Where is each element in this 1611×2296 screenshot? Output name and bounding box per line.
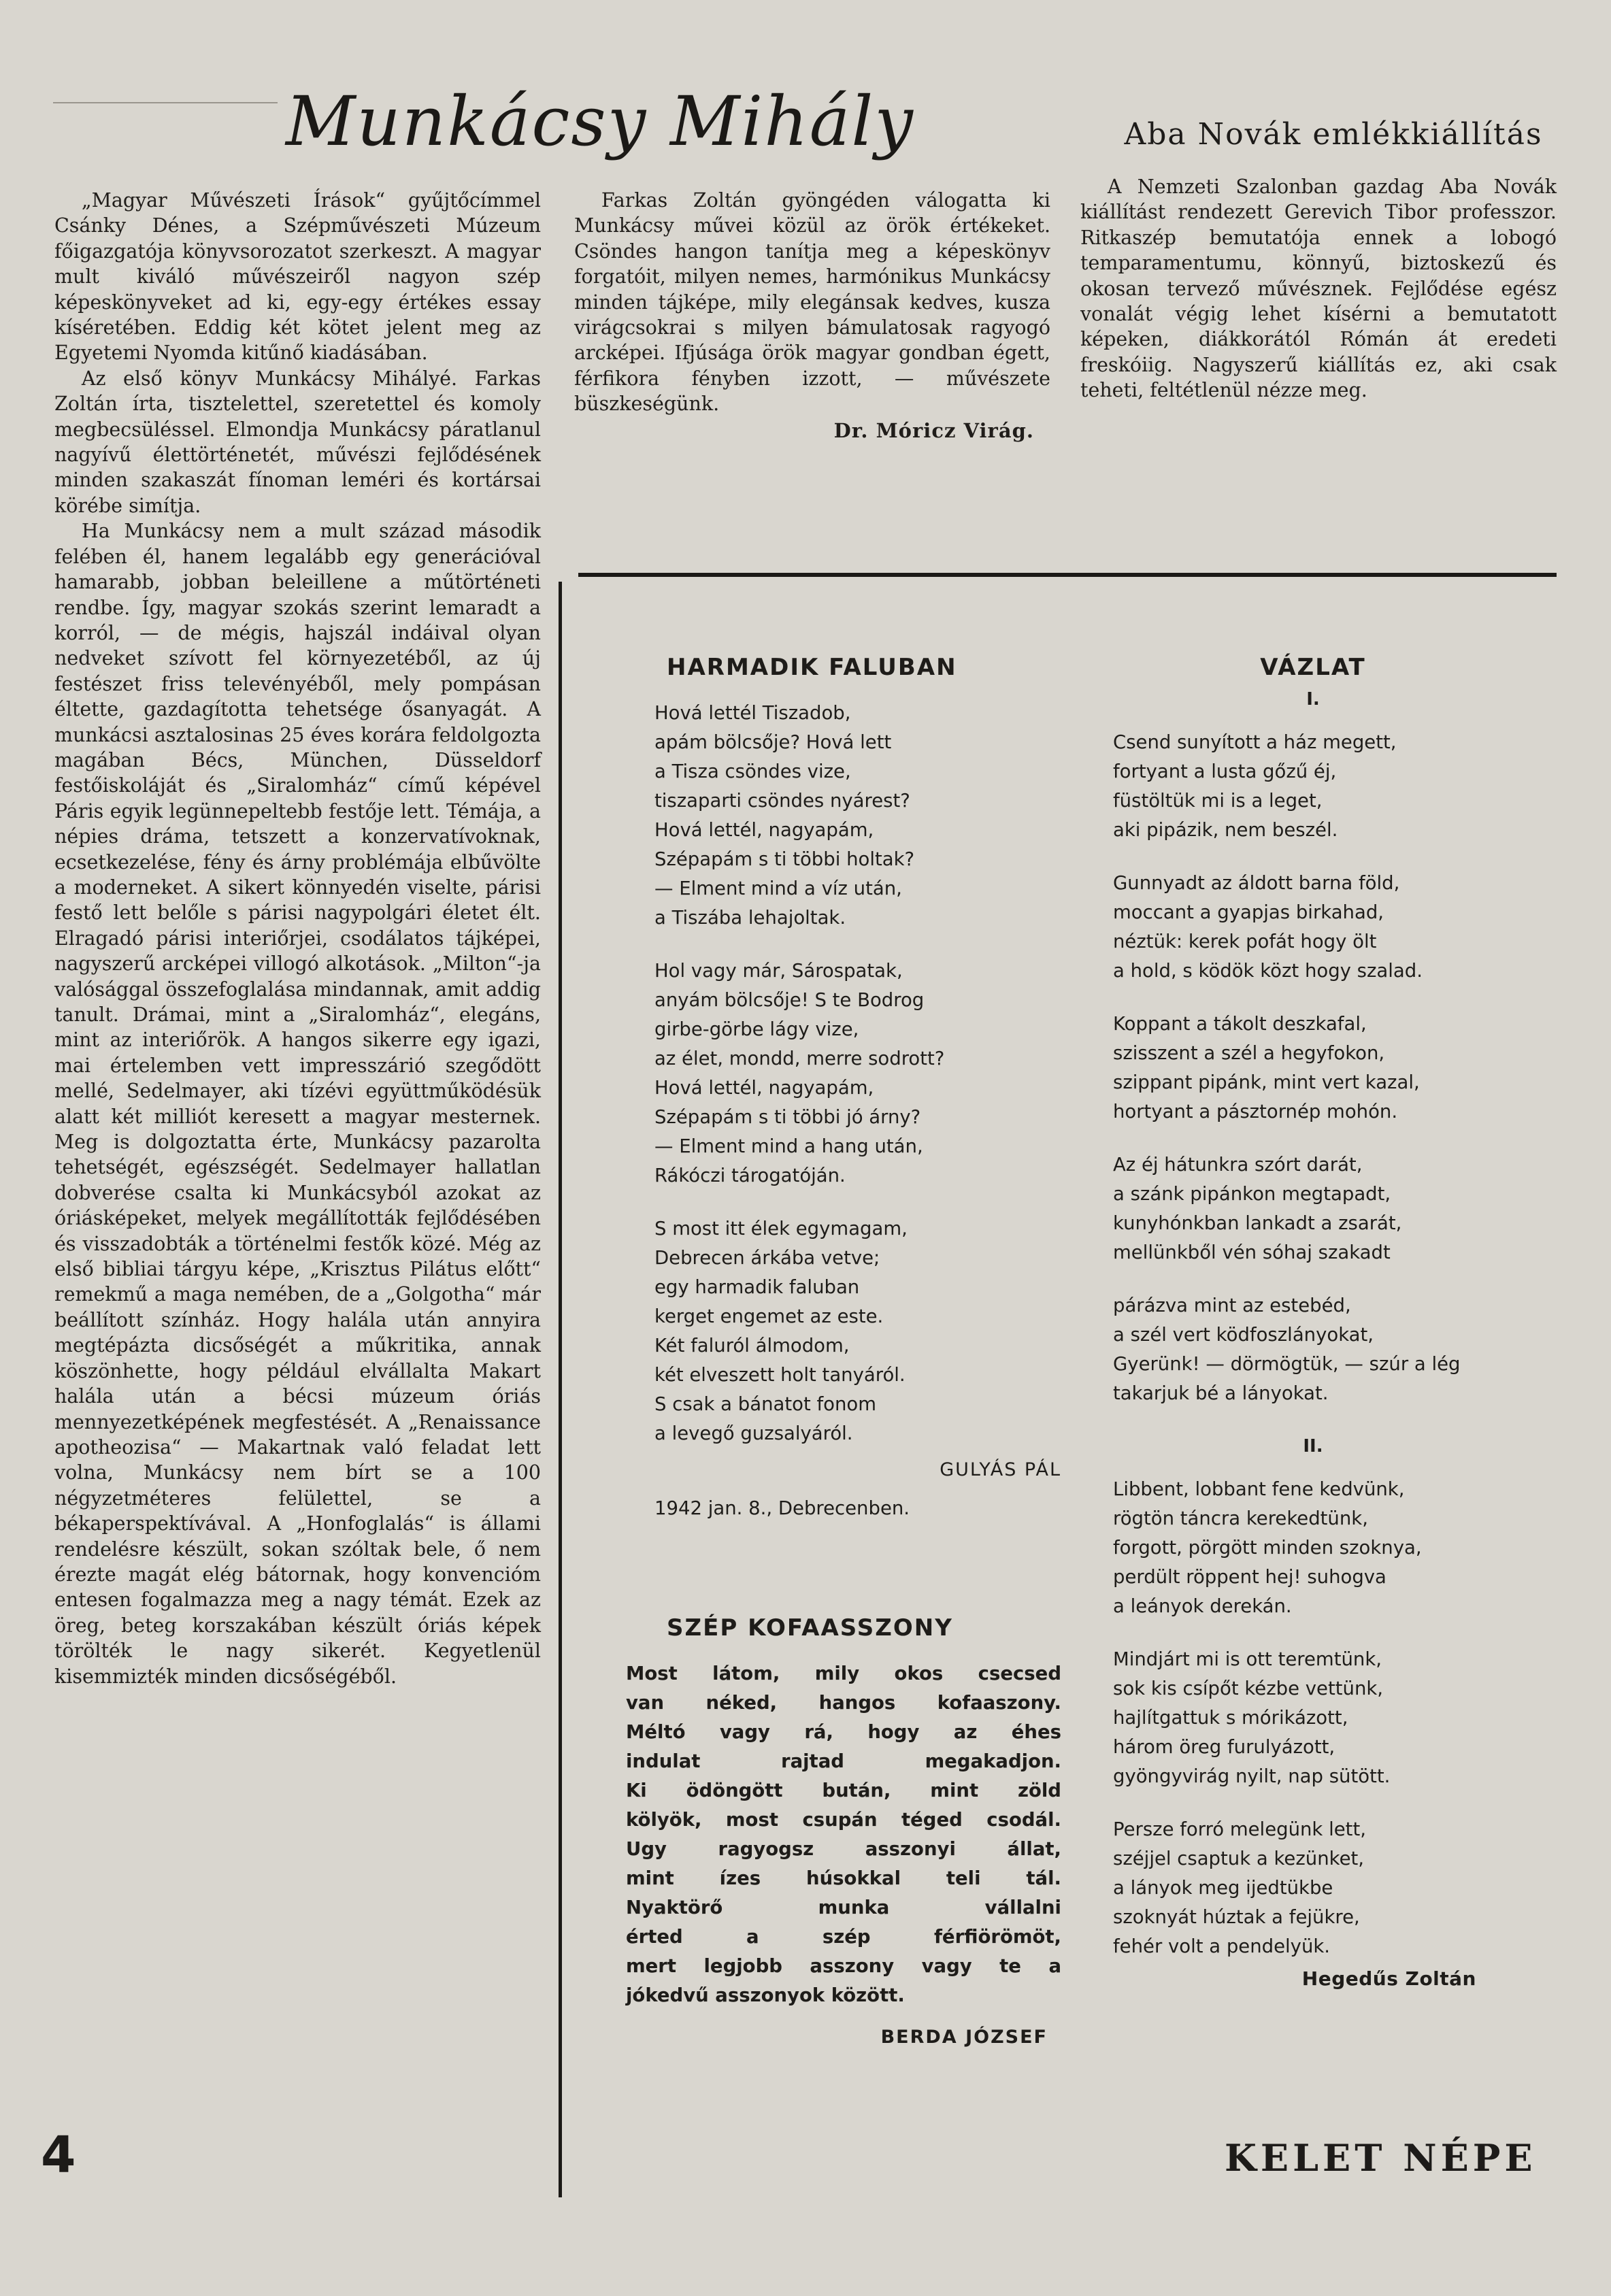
poem-title: HARMADIK FALUBAN [667,654,957,681]
poem-part-label: II. [1303,1436,1323,1457]
poem-line: Hová lettél Tiszadob, [654,702,851,724]
poem-line: a szél vert ködfoszlányokat, [1113,1324,1374,1346]
poem-stanza [1109,1291,1517,1408]
poem-line: füstöltük mi is a leget, [1113,790,1323,812]
poem-szep-kofaasszony [626,1614,1061,2052]
poem-line: kerget engemet az este. [654,1305,884,1327]
poem-line: Két faluról álmodom, [654,1335,850,1357]
poem-line: Most látom, mily okos csecsed [626,1663,1061,1684]
poem-line: Nyaktörő munka vállalni [626,1897,1061,1918]
poem-author: GULYÁS PÁL [940,1459,1061,1480]
poem-harmadik-faluban [646,653,1061,1523]
poem-line: szoknyát húztak a fejükre, [1113,1906,1360,1928]
poem-line: Libbent, lobbant fene kedvünk, [1113,1478,1405,1500]
poem-vazlat [1109,653,1517,1993]
aba-novak-article [1080,174,1557,403]
poem-line: néztük: kerek pofát hogy ölt [1113,931,1377,952]
poem-line: szippant pipánk, mint vert kazal, [1113,1071,1420,1093]
poem-line: Koppant a tákolt deszkafal, [1113,1013,1367,1035]
article-paragraph: Az első könyv Munkácsy Mihályé. Farkas Zoltán írta, tisztelettel, szeretettel és komoly megbecsüléssel. Elmondja Munkácsy páratlanul nagyívű élettörténetét, művészi fejlődésének minden szakaszát fínoman leméri és kortársai körébe simítja. [54,367,541,517]
poem-line: Az éj hátunkra szórt darát, [1113,1154,1363,1176]
poem-stanza [1109,1010,1517,1127]
poem-line: sok kis csípőt kézbe vettünk, [1113,1678,1384,1699]
poem-line: az élet, mondd, merre sodrott? [654,1048,945,1069]
page-number: 4 [41,2126,76,2184]
poem-line: S csak a bánatot fonom [654,1393,877,1415]
poem-line: Gyerünk! — dörmögtük, — szúr a lég [1113,1353,1461,1375]
poem-line: Hová lettél, nagyapám, [654,819,874,841]
poem-line: a hold, s ködök közt hogy szalad. [1113,960,1423,982]
poem-line: Persze forró melegünk lett, [1113,1818,1366,1840]
poem-line: tiszaparti csöndes nyárest? [654,790,910,812]
poem-line: kunyhónkban lankadt a zsarát, [1113,1212,1402,1234]
poem-line: — Elment mind a víz után, [654,878,902,899]
poem-line: mint ízes húsokkal teli tál. [626,1867,1061,1889]
poem-line: hajlítgattuk s mórikázott, [1113,1707,1348,1729]
munkacsy-article-left-column [54,188,541,1689]
poem-author: Hegedűs Zoltán [1301,1967,1476,1990]
poem-line: a levegő guzsalyáról. [654,1422,853,1444]
poem-title: VÁZLAT [1260,654,1366,681]
poem-line: forgott, pörgött minden szoknya, [1113,1537,1422,1559]
poem-date: 1942 jan. 8., Debrecenben. [654,1497,910,1519]
poem-line: anyám bölcsője! S te Bodrog [654,989,925,1011]
poem-line: párázva mint az estebéd, [1113,1295,1351,1316]
poem-line: a leányok derekán. [1113,1595,1292,1617]
poem-line: Rákóczi tárogatóján. [654,1165,846,1186]
poem-line: mert legjobb asszony vagy te a [626,1955,1061,1977]
poem-stanza [1109,1475,1517,1621]
poem-line: Hol vagy már, Sárospatak, [654,960,903,982]
poem-line: Ki ödöngött bután, mint zöld [626,1780,1061,1801]
article-paragraph: Farkas Zoltán gyöngéden válogatta ki Munkácsy művei közül az örök értékeket. Csöndes hangon tanítja meg a képeskönyv forgatóit, milyen nemes, harmónikus Munkácsy minden tájképe, mily elegánsak kedves, kusza virágcsokrai s milyen bámulatosak ragyogó arcképei. Ifjúsága örök magyar gondban égett, férfikora fényben izzott, — művészete büszkeségünk. [574,189,1050,416]
poem-line: Csend sunyított a ház megett, [1113,731,1397,753]
article-paragraph: „Magyar Művészeti Írások“ gyűjtőcímmel Csánky Dénes, a Szépművészeti Múzeum főigazgatója könyvsorozatot szerkeszt. A magyar mult kiváló művészeiről nagyon szép képeskönyveket ad ki, egy-egy értékes essay kíséretében. Eddig két kötet jelent meg az Egyetemi Nyomda kitűnő kiadásában. [54,189,541,365]
poem-line: a lányok meg ijedtükbe [1113,1877,1333,1899]
poem-line: aki pipázik, nem beszél. [1113,819,1338,841]
poem-section-rule [578,573,1557,577]
aba-novak-heading: Aba Novák emlékkiállítás [1124,117,1543,152]
article-paragraph: Ha Munkácsy nem a mult század második felében él, hanem legalább egy generációval hamarabb, jobban beleillene a műtörténeti rendbe. Így, magyar szokás szerint lemaradt a korról, — de mégis, hajszál indáival olyan nedveket szívott fel környezetéből, az új festészet friss televényéből, mely pompásan éltette, gazdagította tehetsége ősanyagát. A munkácsi asztalosinas 25 éves korára feldolgozta magában Bécs, München, Düsseldorf festőiskoláját és „Siralomház“ című képével Páris egyik legünnepeltebb festője lett. Témája, a népies dráma, tetszett a konzervatívoknak, ecsetkezelése, fény és árny problémája elbűvölte a moderneket. A sikert könnyedén viselte, párisi festő lett belőle s párisi nagypolgári életet élt. Elragadó párisi interiőrjei, csodálatos tájképei, nagyszerű arcképei villogó alkotások. „Milton“-ja valósággal összefoglalása mindannak, amit addig tanult. Drámai, mint a „Siralomház“, elegáns, mint az interiőrök. A hangos sikerre egy igazi, mai értelemben vett impresszárió szegődött mellé, Sedelmayer, aki tízévi együttműködésük alatt két milliót keresett a magyar mesternek. Meg is dolgoztatta érte, Munkácsy pazarolta tehetségét, egészségét. Sedelmayer hallatlan dobverése csalta ki Munkácsyból azokat az óriásképeket, melyek megállították fejlődésében és visszadobták a történelmi festők közé. Még az első bibliai tárgyu képe, „Krisztus Pilátus előtt“ remekmű a maga nemében, de a „Golgotha“ már beállított színház. Hogy halála után annyira megtépázta dicsőségét a műkritika, annak köszönhette, hogy például elvállalta Makart halála után a bécsi múzeum óriás mennyezetképének megfestését. A „Renaissance apotheozisa“ — Makartnak való feladat lett volna, Munkácsy nem bírt se a 100 négyzetméteres felülettel, se a békaperspektívával. A „Honfoglalás“ is állami rendelésre készült, sokan szóltak bele, ő nem érezte magát elég bátornak, hogy konvencióm entesen fogalmazza meg a nagy témát. Ezek az öreg, beteg korszakában készült óriás képek törölték le nagy sikerét. Kegyetlenül kisemmizték minden dicsőségéből. [54,520,541,1688]
poem-line: hortyant a pásztornép mohón. [1113,1101,1398,1122]
article-paragraph: A Nemzeti Szalonban gazdag Aba Novák kiállítást rendezett Gerevich Tibor professzor. Ritkaszép bemutatója ennek a lobogó temparamentumu, könnyű, biztoskezű és okosan tervező művésznek. Fejlődése egész vonalát végig lehet kísérni a bemutatott képeken, diákkorától Rómán át eredeti freskóiig. Nagyszerű kiállítás ez, aki csak teheti, feltétlenül nézze meg. [1080,176,1557,402]
poem-line: gyöngyvirág nyilt, nap sütött. [1113,1765,1391,1787]
poem-line: a Tiszába lehajoltak. [654,907,846,929]
poem-line: rögtön táncra kerekedtünk, [1113,1508,1368,1529]
article-title: Munkácsy Mihály [286,82,914,161]
poem-title: SZÉP KOFAASSZONY [667,1614,953,1642]
munkacsy-article-right-column [574,188,1050,444]
poem-line: Méltó vagy rá, hogy az éhes [626,1721,1061,1743]
poem-line: széjjel csaptuk a kezünket, [1113,1848,1365,1869]
poem-line: Szépapám s ti többi jó árny? [654,1106,921,1128]
poem-line: van néked, hangos kofaaszony. [626,1692,1061,1714]
poem-line: a szánk pipánkon megtapadt, [1113,1183,1391,1205]
poem-line: girbe-görbe lágy vize, [654,1018,859,1040]
masthead: KELET NÉPE [1225,2136,1537,2180]
poem-line: kölyök, most csupán téged csodál. [626,1809,1061,1831]
poem-line: jókedvű asszonyok között. [626,1984,905,2006]
poem-line: indulat rajtad megakadjon. [626,1750,1061,1772]
poem-line: Gunnyadt az áldott barna föld, [1113,872,1400,894]
poem-line: szisszent a szél a hegyfokon, [1113,1042,1385,1064]
poem-stanza [1109,1150,1517,1267]
poem-part-label: I. [1306,689,1320,710]
poem-stanza [1109,728,1517,845]
title-rule [53,102,278,103]
poem-stanza [1109,869,1517,986]
poem-stanza [646,956,1061,1191]
poem-line: két elveszett holt tanyáról. [654,1364,906,1386]
poem-stanza [1109,1645,1517,1791]
article-signature: Dr. Móricz Virág. [833,418,1034,442]
poem-stanza [646,1214,1061,1448]
poem-line: Debrecen árkába vetve; [654,1247,880,1269]
poem-stanza [1109,1815,1517,1961]
poem-line: Ugy ragyogsz asszonyi állat, [626,1838,1061,1860]
poem-line: mellünkből vén sóhaj szakadt [1113,1242,1391,1263]
poem-line: moccant a gyapjas birkahad, [1113,901,1384,923]
poem-line: Szépapám s ti többi holtak? [654,848,915,870]
poem-line: a Tisza csöndes vize, [654,761,851,782]
poem-stanza [646,699,1061,933]
poem-line: S most itt élek egymagam, [654,1218,908,1239]
poem-line: három öreg furulyázott, [1113,1736,1335,1758]
poem-line: perdült röppent hej! suhogva [1113,1566,1386,1588]
poem-line: — Elment mind a hang után, [654,1135,923,1157]
poem-line: Mindjárt mi is ott teremtünk, [1113,1648,1382,1670]
poem-line: apám bölcsője? Hová lett [654,731,892,753]
poem-line: egy harmadik faluban [654,1276,860,1298]
poem-line: érted a szép férfiörömöt, [626,1926,1061,1948]
poem-line: Hová lettél, nagyapám, [654,1077,874,1099]
poem-line: takarjuk bé a lányokat. [1113,1382,1329,1404]
poem-line: fortyant a lusta gőzű éj, [1113,761,1337,782]
column-divider-rule [559,582,562,2197]
poem-author: BERDA JÓZSEF [880,2027,1048,2048]
poem-line: fehér volt a pendelyük. [1113,1935,1331,1957]
